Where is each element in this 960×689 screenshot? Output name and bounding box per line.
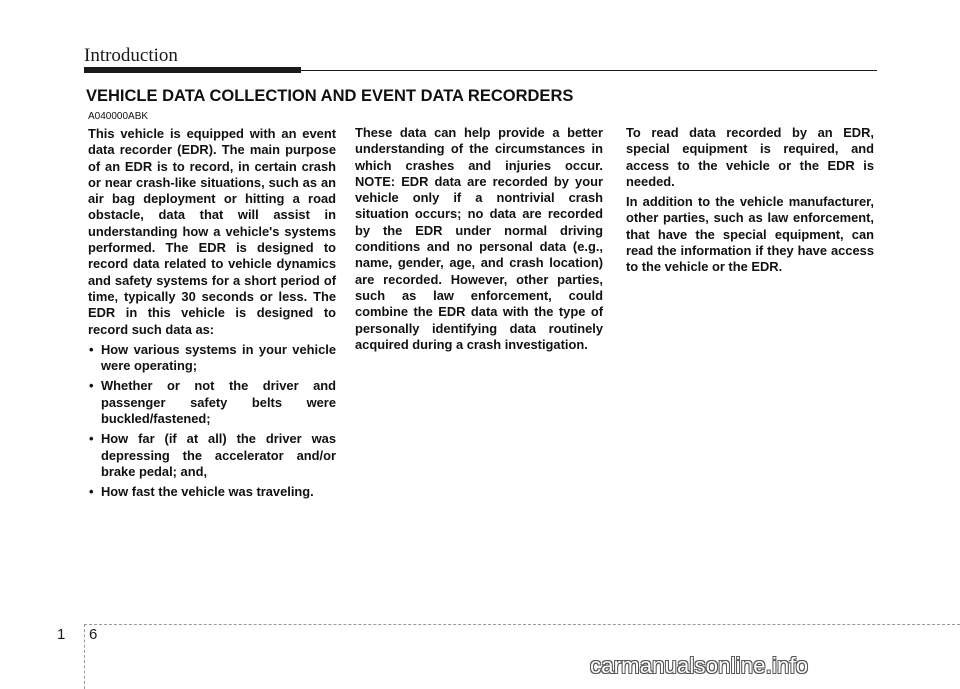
watermark: carmanualsonline.info (590, 653, 809, 678)
edr-access-paragraph: To read data recorded by an EDR, special equipment is required, and access to the vehicle or the EDR is needed. (626, 125, 874, 189)
chapter-title: Introduction (84, 45, 178, 66)
text-column-3 (626, 125, 874, 276)
bullet-icon: • (89, 341, 94, 357)
page-number: 6 (89, 626, 98, 643)
footer-divider (84, 624, 85, 689)
reference-code: A040000ABK (88, 111, 149, 122)
header-rule-thick (84, 67, 301, 73)
bullet-icon: • (89, 431, 94, 447)
list-item: • How various systems in your vehicle were operating; (89, 341, 336, 374)
header-rule-thin (301, 70, 877, 71)
edr-third-party-paragraph: In addition to the vehicle manufacturer, other parties, such as law enforcement, that have the special equipment, can read the information if they have access to the vehicle or the EDR. (626, 194, 874, 275)
text-column-2 (355, 125, 603, 353)
list-item: • Whether or not the driver and passenger safety belts were buckled/fastened; (89, 378, 336, 427)
section-title: VEHICLE DATA COLLECTION AND EVENT DATA RECORDERS (86, 87, 574, 105)
bullet-icon: • (89, 484, 94, 500)
list-item: • How fast the vehicle was traveling. (89, 484, 314, 500)
list-item: • How far (if at all) the driver was depressing the accelerator and/or brake pedal; and, (89, 431, 336, 479)
text-column-1 (88, 110, 336, 505)
recorded-data-list (88, 342, 336, 501)
bullet-icon: • (89, 378, 94, 394)
edr-usage-paragraph: These data can help provide a better understanding of the circumstances in which crashes and injuries occur. NOTE: EDR data are recorded by your vehicle only if a nontrivial crash situation occurs; no data are recorded by the EDR under normal driving conditions and no personal data (e.g., name, gender, age, and crash location) are recorded. However, other parties, such as law enforcement, could combine the EDR data with the type of personally identifying data routinely acquired during a crash investigation. (355, 125, 603, 352)
chapter-number: 1 (57, 626, 66, 643)
footer-rule (84, 624, 960, 625)
edr-intro-paragraph: This vehicle is equipped with an event data recorder (EDR). The main purpose of an EDR is to record, in certain crash or near crash-like situations, such as an air bag deployment or hitting a road obstacle, data that will assist in understanding how a vehicle's systems performed. The EDR is designed to record data related to vehicle dynamics and safety systems for a short period of time, typically 30 seconds or less. The EDR in this vehicle is designed to record such data as: (88, 126, 336, 337)
